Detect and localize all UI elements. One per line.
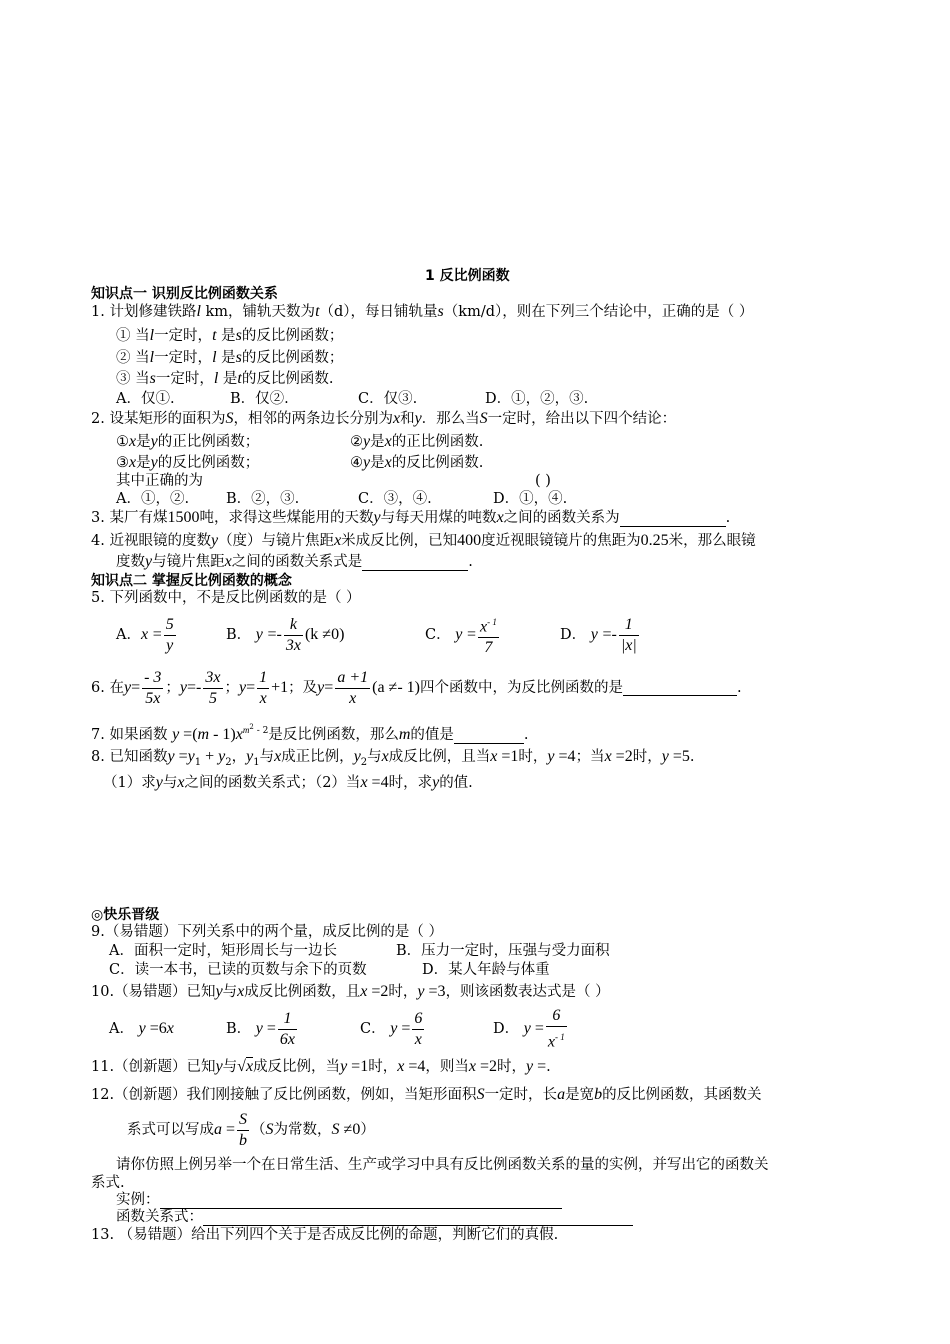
q9-option-b: B．压力一定时，压强与受力面积 xyxy=(396,943,610,959)
q10-option-a: A． y =6x xyxy=(109,1020,174,1037)
q1-option-c: C．仅③. xyxy=(358,391,418,407)
q2-option-a: A．①，②. xyxy=(116,491,190,507)
q8-line-1: 8. 已知函数$y =y_1 + y_2$，$y_1$与x成正比例，$y_2$与x成反比例，且当x =1时，y =4；当x =2时，y =5. xyxy=(91,748,695,768)
q13-text: 13. （易错题）给出下列四个关于是否成反比例的命题，判断它们的真假. xyxy=(91,1227,559,1243)
q2-option-c: C．③，④. xyxy=(358,491,432,507)
q9-option-a: A．面积一定时，矩形周长与一边长 xyxy=(109,943,337,959)
q4-line-1: 4. 近视眼镜的度数y（度）与镜片焦距x米成反比例，已知400度近视眼镜镜片的焦距为0.25米，那么眼镜 xyxy=(91,532,756,549)
page-title: 1 反比例函数 xyxy=(425,268,510,284)
q4-line-2: 度数y与镜片焦距x之间的函数关系式是 . xyxy=(116,553,473,570)
q5-option-c: C． y = $\frac{x^{- 1}}{7}$ xyxy=(425,612,501,658)
q5-option-a: A．x = $\frac{5}{y}$ xyxy=(116,615,174,654)
q6-answer-blank[interactable] xyxy=(623,681,737,696)
q9-option-d: D．某人年龄与体重 xyxy=(422,962,550,978)
section-heading-2: 知识点二 掌握反比例函数的概念 xyxy=(91,573,292,589)
q2-conclusion-3: ③x是y的反比例函数； xyxy=(116,454,260,471)
q1-statement-2: ② 当l一定时，l 是s的反比例函数； xyxy=(116,349,344,366)
q2-which: 其中正确的为 xyxy=(116,473,203,489)
q2-stem: 2. 设某矩形的面积为S，相邻的两条边长分别为x和y．那么当S一定时，给出以下四个结论： xyxy=(91,410,677,427)
q12-example: 实例： xyxy=(116,1191,562,1209)
q9-stem: 9.（易错题）下列关系中的两个量，成反比例的是（ ） xyxy=(91,924,443,940)
q1-option-b: B．仅②. xyxy=(230,391,289,407)
q12-example-blank[interactable] xyxy=(160,1194,562,1209)
q12-line-2: 系式可以写成a = $\frac{S}{b}$ （S为常数，S ≠0） xyxy=(127,1110,375,1149)
q1-option-a: A．仅①. xyxy=(116,391,175,407)
q6-text: 6. 在y= $\frac{- 3}{5x}$ ；y=- $\frac{3x}{5}$ ；y= $\frac{1}{x}$ +1；及y= $\frac{a +1}{x}$ (a ≠- 1)四个函数中，为反比例函数的是 . xyxy=(91,668,742,707)
q1-statement-1: ① 当l一定时，t 是s的反比例函数； xyxy=(116,327,344,344)
q10-option-b: B． y = $\frac{1}{6x}$ xyxy=(226,1009,296,1048)
q2-answer-paren: ( ) xyxy=(535,473,551,489)
q12-line-4: 系式. xyxy=(91,1175,125,1191)
q1-option-d: D．①，②，③. xyxy=(485,391,589,407)
q5-stem: 5. 下列函数中，不是反比例函数的是（ ） xyxy=(91,590,361,606)
q2-option-b: B．②，③. xyxy=(226,491,300,507)
q2-conclusion-1: ①x是y的正比例函数； xyxy=(116,433,260,450)
q7-answer-blank[interactable] xyxy=(454,729,524,744)
q2-conclusion-2: ②y是x的正比例函数. xyxy=(350,433,484,450)
section-heading-1: 知识点一 识别反比例函数关系 xyxy=(91,286,278,302)
q5-option-b: B． y =- $\frac{k}{3x}$ (k ≠0) xyxy=(226,615,345,654)
q3-answer-blank[interactable] xyxy=(620,512,726,527)
q4-answer-blank[interactable] xyxy=(362,556,468,571)
q2-option-d: D．①，④. xyxy=(493,491,568,507)
q11-text: 11.（创新题）已知y与√x成反比例，当y =1时，x =4，则当x =2时，y =. xyxy=(91,1058,551,1075)
q10-option-d: D． y = $\frac{6}{x^{- 1}}$ xyxy=(493,1007,565,1051)
section-heading-3: ◎快乐晋级 xyxy=(91,907,160,923)
q8-line-2: （1）求y与x之间的函数关系式；（2）当x =4时，求y的值. xyxy=(103,774,473,791)
q2-conclusion-4: ④y是x的反比例函数. xyxy=(350,454,484,471)
q1-statement-3: ③ 当s一定时，l 是t的反比例函数. xyxy=(116,370,334,387)
q12-function-blank[interactable] xyxy=(203,1211,633,1226)
q7-text: 7. 如果函数 $y =(m - 1)x^{m^2 - 2}$是反比例函数，那么m的值是 . xyxy=(91,723,529,743)
q3-text: 3. 某厂有煤1500吨，求得这些煤能用的天数y与每天用煤的吨数x之间的函数关系为 . xyxy=(91,509,731,526)
q10-option-c: C． y = $\frac{6}{x}$ xyxy=(360,1009,423,1048)
q9-option-c: C．读一本书，已读的页数与余下的页数 xyxy=(109,962,367,978)
q10-stem: 10.（易错题）已知y与x成反比例函数，且x =2时，y =3，则该函数表达式是（ ） xyxy=(91,983,610,1000)
q12-line-1: 12.（创新题）我们刚接触了反比例函数，例如，当矩形面积S一定时，长a是宽b的反比例函数，其函数关 xyxy=(91,1086,762,1103)
q5-option-d: D． y =- $\frac{1}{|x|}$ xyxy=(560,615,637,654)
q1-stem: 1. 计划修建铁路l km，铺轨天数为t（d），每日铺轨量s（km/d），则在下列三个结论中，正确的是（ ） xyxy=(91,303,754,320)
q12-line-3: 请你仿照上例另举一个在日常生活、生产或学习中具有反比例函数关系的量的实例，并写出它的函数关 xyxy=(116,1157,769,1173)
q12-function: 函数关系式： xyxy=(116,1208,633,1226)
